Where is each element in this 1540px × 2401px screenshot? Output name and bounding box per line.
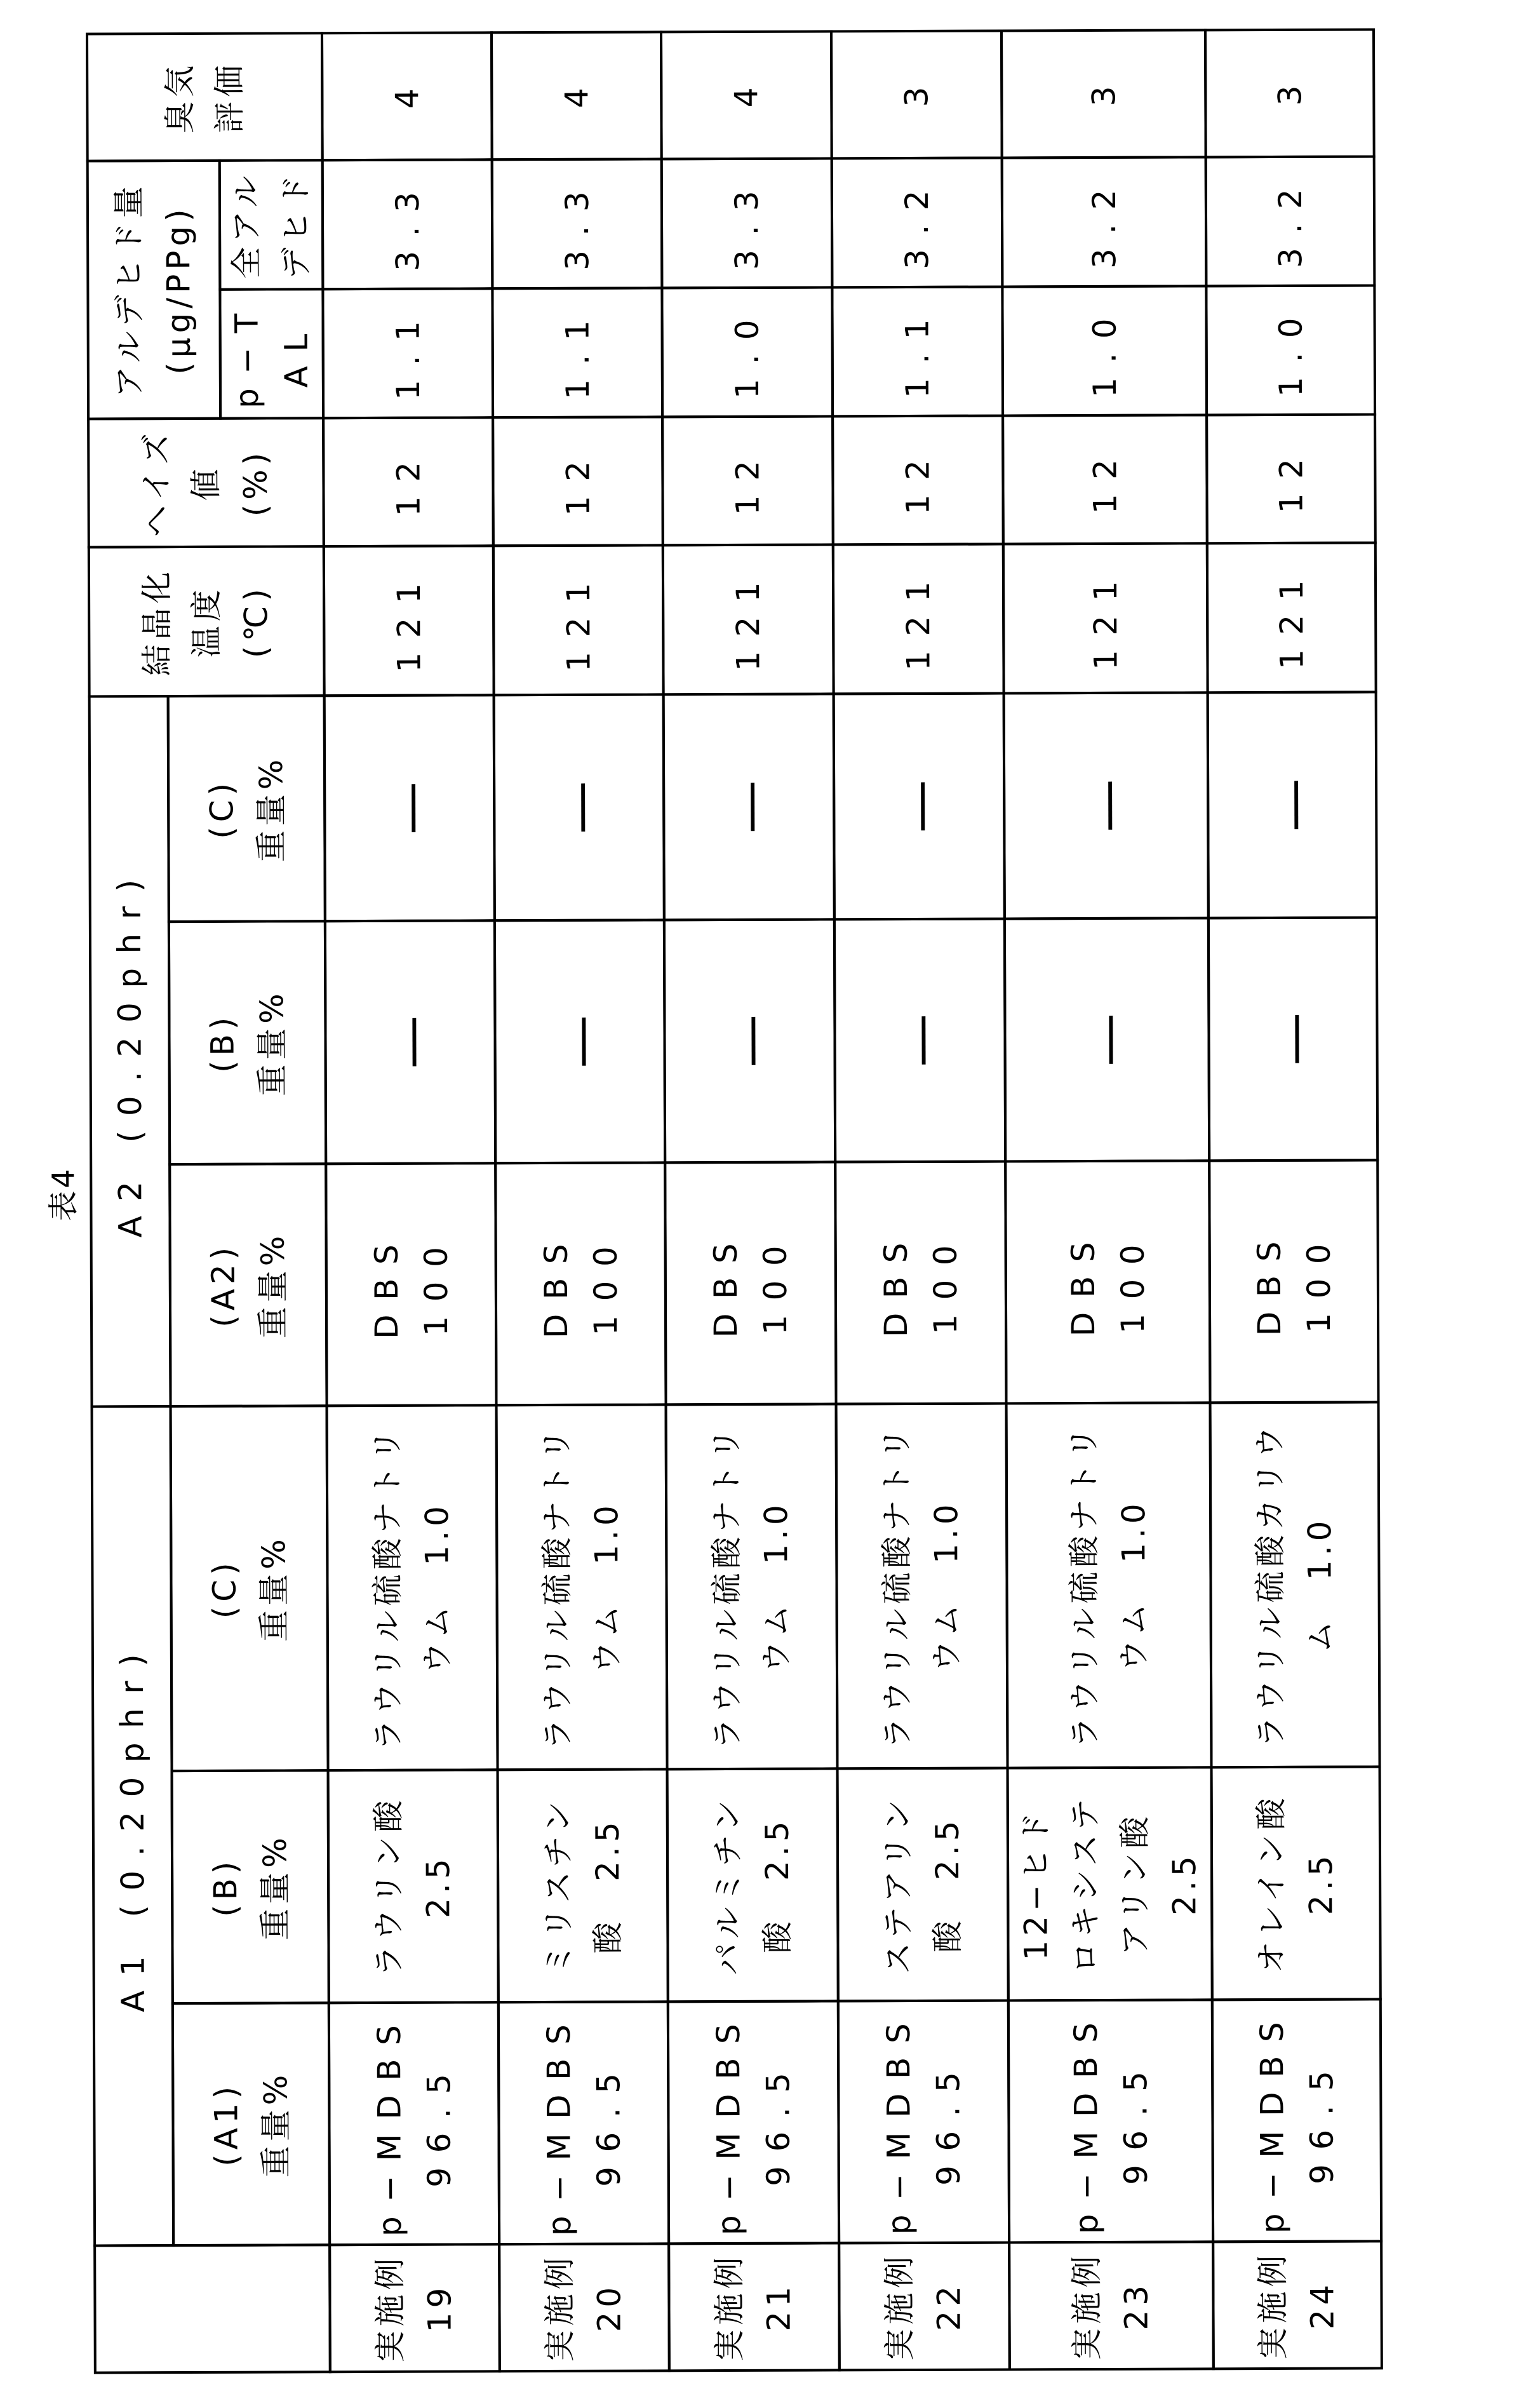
- cell-a1-component: p−MDBS 96.5: [667, 2000, 840, 2245]
- cell-a2-b-component: —: [833, 917, 1007, 1163]
- cell-p-tal: 1.1: [831, 285, 1004, 417]
- header-a1-c-weight: (C) 重量%: [170, 1404, 330, 1772]
- cell-a1-component: p−MDBS 96.5: [328, 2001, 500, 2246]
- row-label: 実施例 20: [498, 2242, 671, 2372]
- header-crystallization-temperature: 結晶化 温度 (℃): [88, 545, 326, 697]
- cell-a2-b-component: —: [493, 918, 666, 1164]
- cell-a2-c-component: —: [833, 692, 1006, 920]
- cell-a2-c-component: —: [323, 694, 496, 922]
- cell-a2-b-component: —: [1207, 916, 1379, 1162]
- cell-total-aldehyde: 3.3: [321, 158, 494, 290]
- cell-a1-b-component: ステアリン 酸 2.5: [836, 1766, 1010, 2002]
- cell-a1-component: p−MDBS 96.5: [837, 1999, 1010, 2244]
- header-total-aldehyde: 全アル デヒド: [218, 159, 325, 291]
- cell-a1-b-component: ラウリン酸 2.5: [327, 1768, 500, 2004]
- cell-haze: 12: [1205, 413, 1377, 544]
- cell-a1-b-component: ミリスチン 酸 2.5: [497, 1768, 669, 2003]
- cell-a2-component: DBS 100: [325, 1162, 497, 1407]
- header-a1-weight: (A1) 重量%: [171, 2001, 331, 2247]
- cell-odor-rating: 4: [490, 30, 663, 161]
- header-haze: ヘイズ 値 (%): [87, 417, 325, 548]
- cell-a2-component: DBS 100: [664, 1160, 837, 1406]
- cell-a2-component: DBS 100: [1004, 1159, 1211, 1404]
- cell-a2-b-component: —: [1003, 917, 1210, 1162]
- cell-crystallization-temperature: 121: [832, 542, 1005, 695]
- cell-crystallization-temperature: 121: [1206, 541, 1377, 694]
- cell-p-tal: 1.0: [1205, 284, 1376, 416]
- cell-a1-b-component: パルミチン 酸 2.5: [666, 1767, 840, 2003]
- header-a1-b-weight: (B) 重量%: [171, 1769, 330, 2005]
- header-a2-c-weight: (C) 重量%: [167, 694, 326, 923]
- header-group-a2: A2 (0.20phr): [88, 695, 172, 1408]
- cell-a2-c-component: —: [1003, 691, 1210, 920]
- cell-a1-component: p−MDBS 96.5: [497, 2000, 670, 2245]
- cell-a1-c-component: ラウリル硫酸ナトリ ウム 1.0: [665, 1402, 839, 1770]
- cell-total-aldehyde: 3.3: [660, 157, 834, 289]
- cell-a1-c-component: ラウリル硫酸ナトリ ウム 1.0: [326, 1404, 499, 1772]
- cell-crystallization-temperature: 121: [662, 543, 835, 696]
- cell-a1-c-component: ラウリル硫酸ナトリ ウム 1.0: [835, 1402, 1009, 1770]
- cell-a1-c-component: ラウリル硫酸カリウ ム 1.0: [1209, 1401, 1381, 1768]
- cell-a2-c-component: —: [1207, 690, 1378, 919]
- cell-haze: 12: [831, 414, 1005, 546]
- cell-a1-component: p−MDBS 96.5: [1211, 1998, 1383, 2243]
- header-odor-rating: 臭気 評価: [86, 32, 324, 162]
- header-group-a1: A1 (0.20phr): [91, 1405, 175, 2247]
- header-aldehyde-amount: アルデヒド量 (μg/PPg): [86, 159, 222, 420]
- cell-haze: 12: [322, 416, 495, 548]
- cell-odor-rating: 3: [830, 29, 1003, 159]
- row-label: 実施例 22: [838, 2241, 1011, 2371]
- cell-a2-b-component: —: [663, 918, 836, 1164]
- cell-a1-c-component: ラウリル硫酸ナトリ ウム 1.0: [1005, 1401, 1213, 1769]
- header-corner: [93, 2243, 331, 2374]
- cell-total-aldehyde: 3.3: [491, 158, 664, 290]
- cell-odor-rating: 3: [1000, 29, 1207, 159]
- cell-a1-c-component: ラウリル硫酸ナトリ ウム 1.0: [495, 1403, 669, 1771]
- cell-p-tal: 1.0: [1001, 285, 1208, 417]
- cell-a2-c-component: —: [493, 693, 666, 922]
- row-label: 実施例 19: [328, 2243, 501, 2373]
- cell-crystallization-temperature: 121: [323, 544, 495, 697]
- cell-total-aldehyde: 3.2: [831, 156, 1004, 288]
- header-a2-b-weight: (B) 重量%: [168, 920, 327, 1166]
- row-label: 実施例 23: [1008, 2240, 1215, 2371]
- cell-haze: 12: [661, 415, 834, 546]
- cell-a1-component: p−MDBS 96.5: [1007, 1998, 1214, 2243]
- cell-a2-component: DBS 100: [834, 1160, 1007, 1405]
- cell-a2-b-component: —: [324, 919, 497, 1165]
- cell-p-tal: 1.0: [660, 286, 834, 418]
- header-a2-weight: (A2) 重量%: [168, 1162, 328, 1408]
- cell-p-tal: 1.1: [491, 286, 664, 419]
- cell-crystallization-temperature: 121: [492, 544, 665, 696]
- cell-a2-component: DBS 100: [494, 1161, 667, 1406]
- row-label: 実施例 21: [667, 2242, 841, 2372]
- cell-haze: 12: [1001, 414, 1209, 545]
- row-label: 実施例 24: [1212, 2240, 1383, 2370]
- table-title: 表4: [46, 1166, 82, 1221]
- cell-crystallization-temperature: 121: [1002, 542, 1209, 694]
- cell-haze: 12: [492, 415, 664, 547]
- cell-a2-c-component: —: [662, 692, 836, 921]
- header-p-tal: p−T AL: [218, 288, 325, 420]
- cell-odor-rating: 3: [1204, 28, 1376, 158]
- cell-odor-rating: 4: [660, 30, 833, 160]
- cell-a1-b-component: オレイン酸 2.5: [1210, 1765, 1382, 2001]
- cell-a1-b-component: 12−ヒド ロキシステ アリン酸 2.5: [1007, 1766, 1214, 2001]
- cell-total-aldehyde: 3.2: [1001, 156, 1208, 288]
- cell-total-aldehyde: 3.2: [1205, 155, 1376, 287]
- cell-p-tal: 1.1: [321, 287, 494, 419]
- cell-odor-rating: 4: [321, 31, 493, 161]
- cell-a2-component: DBS 100: [1208, 1159, 1379, 1404]
